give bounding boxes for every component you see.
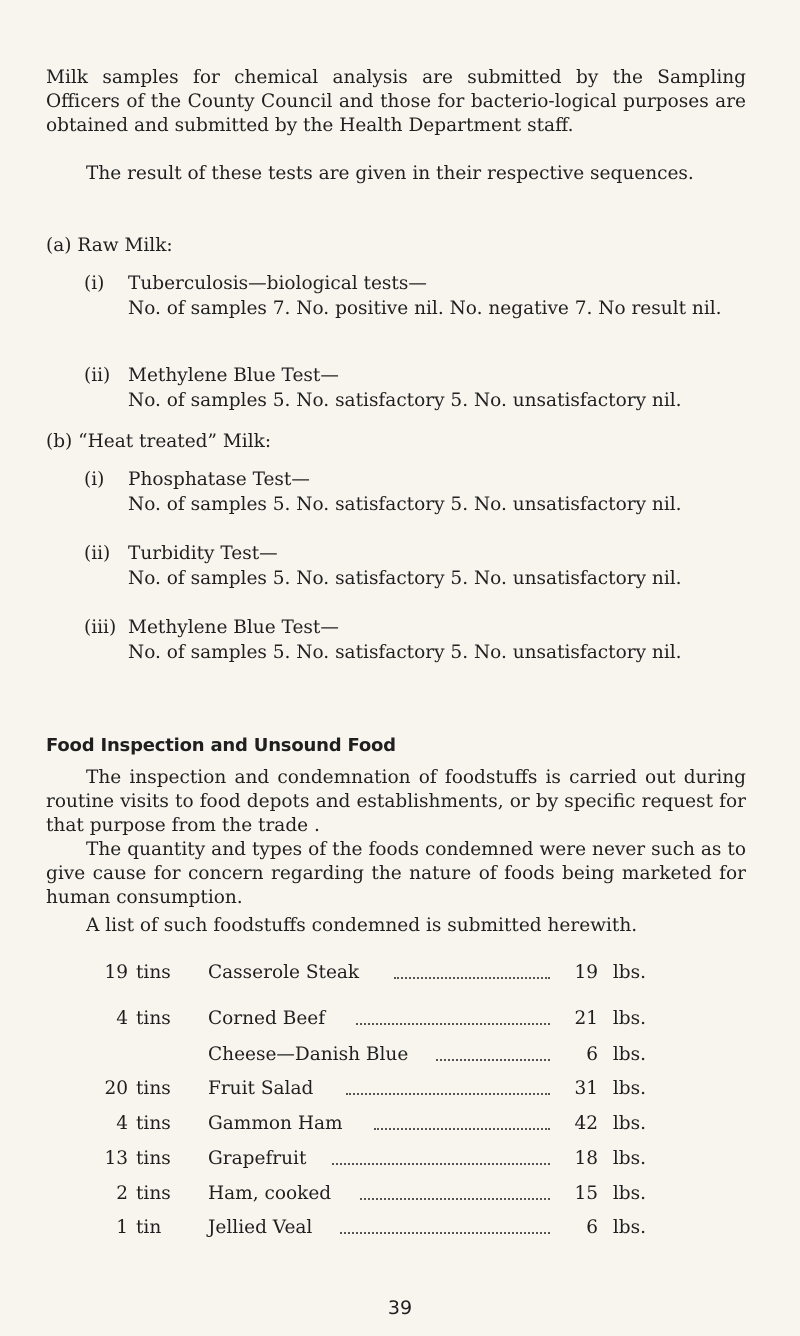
food-qty: 20 [104, 1078, 128, 1099]
food-name: Casserole Steak [208, 962, 360, 983]
food-weight: 18 [574, 1148, 598, 1169]
heat-test-1-num: (i) [84, 469, 105, 490]
food-qty: 19 [104, 962, 128, 983]
food-name: Gammon Ham [208, 1113, 343, 1134]
food-qty: 13 [104, 1148, 128, 1169]
raw-milk-label: (a) Raw Milk: [46, 235, 173, 256]
food-weight: 42 [574, 1113, 598, 1134]
food-weight: 21 [574, 1008, 598, 1029]
food-qty: 4 [116, 1008, 128, 1029]
food-weight-unit: lbs. [612, 1078, 646, 1099]
dot-leader [340, 1232, 550, 1234]
food-paragraph-3: A list of such foodstuffs condemned is submitted herewith. [86, 915, 638, 936]
food-paragraph-1: The inspection and condemnation of foodstuffs is carried out during routine visits to food depots and establishments, or by specific request for that purpose from the trade . [46, 767, 746, 836]
heat-test-1-result: No. of samples 5. No. satisfactory 5. No. unsatisfactory nil. [128, 494, 682, 515]
list-item [78, 1007, 646, 1031]
intro-paragraph-2: The result of these tests are given in their respective sequences. [86, 163, 694, 184]
dot-leader [374, 1128, 550, 1130]
food-weight: 6 [586, 1217, 598, 1238]
heat-test-3-title: Methylene Blue Test— [128, 617, 339, 638]
food-qty: 4 [116, 1113, 128, 1134]
raw-test-2-title: Methylene Blue Test— [128, 365, 339, 386]
food-weight-unit: lbs. [612, 1183, 646, 1204]
food-unit: tins [136, 1078, 171, 1099]
food-name: Grapefruit [208, 1148, 307, 1169]
list-item [78, 1147, 646, 1171]
heat-test-3-result: No. of samples 5. No. satisfactory 5. No. unsatisfactory nil. [128, 642, 682, 663]
food-name: Cheese—Danish Blue [208, 1044, 409, 1065]
intro-paragraph-1: Milk samples for chemical analysis are submitted by the Sampling Officers of the County Council and those for bacterio-logical purposes are obtained and submitted by the Health Department staff. [46, 67, 746, 136]
food-name: Ham, cooked [208, 1183, 332, 1204]
food-paragraph-2: The quantity and types of the foods condemned were never such as to give cause for concern regarding the nature of foods being marketed for human consumption. [46, 839, 746, 908]
food-section-heading: Food Inspection and Unsound Food [46, 735, 396, 756]
list-item [78, 1182, 646, 1206]
dot-leader [394, 977, 550, 979]
food-qty: 1 [116, 1217, 128, 1238]
raw-test-1-result: No. of samples 7. No. positive nil. No. negative 7. No result nil. [128, 298, 722, 319]
list-item [78, 1112, 646, 1136]
food-weight: 15 [574, 1183, 598, 1204]
food-weight-unit: lbs. [612, 1113, 646, 1134]
food-name: Jellied Veal [208, 1217, 313, 1238]
food-weight-unit: lbs. [612, 962, 646, 983]
heat-test-2-title: Turbidity Test— [128, 543, 278, 564]
heat-test-3-num: (iii) [84, 617, 117, 638]
food-weight: 31 [574, 1078, 598, 1099]
food-qty: 2 [116, 1183, 128, 1204]
heat-treated-label: (b) “Heat treated” Milk: [46, 431, 272, 452]
food-weight: 19 [574, 962, 598, 983]
food-unit: tins [136, 1148, 171, 1169]
heat-test-1-title: Phosphatase Test— [128, 469, 310, 490]
dot-leader [356, 1023, 550, 1025]
food-weight-unit: lbs. [612, 1044, 646, 1065]
list-item [78, 1216, 646, 1240]
food-unit: tin [136, 1217, 162, 1238]
list-item [78, 961, 646, 985]
raw-test-2-num: (ii) [84, 365, 111, 386]
food-unit: tins [136, 962, 171, 983]
page-number: 39 [387, 1297, 413, 1319]
raw-test-1-title: Tuberculosis—biological tests— [128, 273, 427, 294]
dot-leader [436, 1059, 550, 1061]
dot-leader [346, 1093, 550, 1095]
list-item [78, 1043, 646, 1067]
food-weight-unit: lbs. [612, 1217, 646, 1238]
food-weight: 6 [586, 1044, 598, 1065]
heat-test-2-result: No. of samples 5. No. satisfactory 5. No. unsatisfactory nil. [128, 568, 682, 589]
food-weight-unit: lbs. [612, 1008, 646, 1029]
food-name: Fruit Salad [208, 1078, 314, 1099]
food-unit: tins [136, 1183, 171, 1204]
dot-leader [360, 1198, 550, 1200]
food-unit: tins [136, 1113, 171, 1134]
food-name: Corned Beef [208, 1008, 326, 1029]
dot-leader [332, 1163, 550, 1165]
food-weight-unit: lbs. [612, 1148, 646, 1169]
raw-test-1-num: (i) [84, 273, 105, 294]
list-item [78, 1077, 646, 1101]
food-unit: tins [136, 1008, 171, 1029]
raw-test-2-result: No. of samples 5. No. satisfactory 5. No. unsatisfactory nil. [128, 390, 682, 411]
heat-test-2-num: (ii) [84, 543, 111, 564]
